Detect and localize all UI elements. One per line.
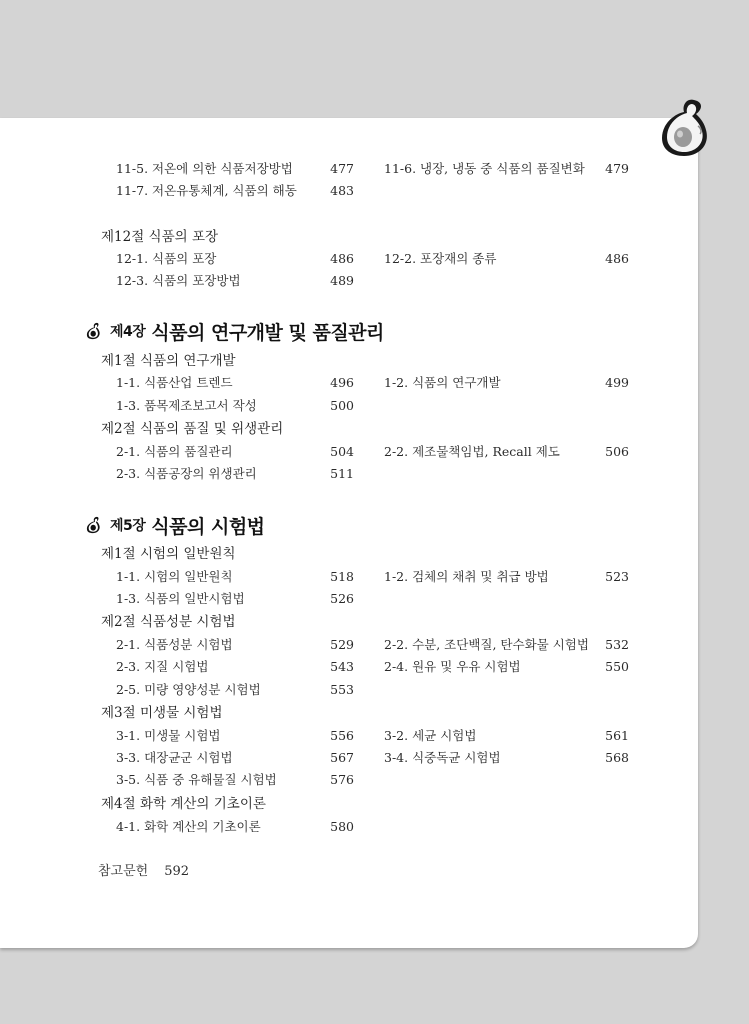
page-number: 556 — [330, 728, 354, 743]
toc-entry[interactable]: 11-7. 저온유통체계, 식품의 해동 — [116, 183, 297, 198]
section-heading[interactable]: 제2절 식품의 품질 및 위생관리 — [101, 421, 284, 437]
toc-entry[interactable]: 2-2. 수분, 조단백질, 탄수화물 시험법 — [384, 637, 589, 652]
toc-entry[interactable]: 12-3. 식품의 포장방법 — [116, 273, 241, 288]
chapter-number: 제5장 — [110, 518, 146, 534]
toc-entry[interactable]: 11-6. 냉장, 냉동 중 식품의 품질변화 — [384, 161, 585, 176]
toc-entry[interactable]: 2-1. 식품의 품질관리 — [116, 444, 233, 459]
section-heading[interactable]: 제1절 시험의 일반원칙 — [101, 546, 236, 562]
page-number: 576 — [330, 772, 354, 787]
section-heading[interactable]: 제2절 식품성분 시험법 — [101, 614, 236, 630]
page-number: 479 — [605, 161, 629, 176]
toc-entry[interactable]: 2-2. 제조물책임법, Recall 제도 — [384, 444, 560, 459]
page-number: 499 — [605, 375, 629, 390]
chapter-heading[interactable] — [86, 512, 265, 538]
toc-entry[interactable]: 2-3. 식품공장의 위생관리 — [116, 466, 257, 481]
page-number: 489 — [330, 273, 354, 288]
page-number: 483 — [330, 183, 354, 198]
toc-entry[interactable]: 1-3. 품목제조보고서 작성 — [116, 398, 257, 413]
page-number: 529 — [330, 637, 354, 652]
toc-entry[interactable]: 1-2. 검체의 채취 및 취급 방법 — [384, 569, 549, 584]
page-number: 567 — [330, 750, 354, 765]
avocado-icon — [86, 516, 104, 534]
page-number: 550 — [605, 659, 629, 674]
page-number: 496 — [330, 375, 354, 390]
toc-entry[interactable]: 3-4. 식중독균 시험법 — [384, 750, 501, 765]
page-number: 592 — [164, 864, 190, 879]
toc-entry[interactable]: 3-1. 미생물 시험법 — [116, 728, 221, 743]
chapter-heading[interactable] — [86, 318, 384, 344]
page-number: 504 — [330, 444, 354, 459]
toc-entry[interactable]: 1-1. 식품산업 트렌드 — [116, 375, 233, 390]
references-label: 참고문헌 — [98, 864, 149, 879]
page-number: 568 — [605, 750, 629, 765]
section-heading[interactable]: 제4절 화학 계산의 기초이론 — [101, 796, 266, 812]
page-number: 580 — [330, 819, 354, 834]
page-number: 543 — [330, 659, 354, 674]
section-heading[interactable]: 제1절 식품의 연구개발 — [101, 353, 236, 369]
chapter-number: 제4장 — [110, 324, 146, 340]
page-number: 553 — [330, 682, 354, 697]
references-entry[interactable] — [98, 860, 205, 879]
toc-entry[interactable]: 3-3. 대장균군 시험법 — [116, 750, 233, 765]
toc-entry[interactable]: 2-5. 미량 영양성분 시험법 — [116, 682, 261, 697]
toc-entry[interactable]: 12-2. 포장재의 종류 — [384, 251, 497, 266]
section-heading[interactable]: 제3절 미생물 시험법 — [101, 705, 223, 721]
toc-entry[interactable]: 12-1. 식품의 포장 — [116, 251, 217, 266]
page-number: 523 — [605, 569, 629, 584]
avocado-icon — [656, 96, 720, 160]
toc-entry[interactable]: 3-5. 식품 중 유해물질 시험법 — [116, 772, 277, 787]
toc-entry[interactable]: 1-2. 식품의 연구개발 — [384, 375, 501, 390]
page-number: 500 — [330, 398, 354, 413]
chapter-title: 식품의 시험법 — [151, 515, 265, 538]
toc-entry[interactable]: 11-5. 저온에 의한 식품저장방법 — [116, 161, 293, 176]
page-number: 532 — [605, 637, 629, 652]
section-heading[interactable]: 제12절 식품의 포장 — [101, 229, 219, 245]
toc-entry[interactable]: 3-2. 세균 시험법 — [384, 728, 477, 743]
toc-entry[interactable]: 1-1. 시험의 일반원칙 — [116, 569, 233, 584]
toc-entry[interactable]: 2-4. 원유 및 우유 시험법 — [384, 659, 521, 674]
page-number: 526 — [330, 591, 354, 606]
page-number: 561 — [605, 728, 629, 743]
chapter-title: 식품의 연구개발 및 품질관리 — [151, 321, 384, 344]
toc-entry[interactable]: 2-3. 지질 시험법 — [116, 659, 209, 674]
page-number: 506 — [605, 444, 629, 459]
page-number: 477 — [330, 161, 354, 176]
avocado-icon — [86, 322, 104, 340]
toc-entry[interactable]: 4-1. 화학 계산의 기초이론 — [116, 819, 261, 834]
page-number: 518 — [330, 569, 354, 584]
page-number: 511 — [330, 466, 354, 481]
page-number: 486 — [605, 251, 629, 266]
toc-entry[interactable]: 2-1. 식품성분 시험법 — [116, 637, 233, 652]
toc-entry[interactable]: 1-3. 식품의 일반시험법 — [116, 591, 245, 606]
page-number: 486 — [330, 251, 354, 266]
